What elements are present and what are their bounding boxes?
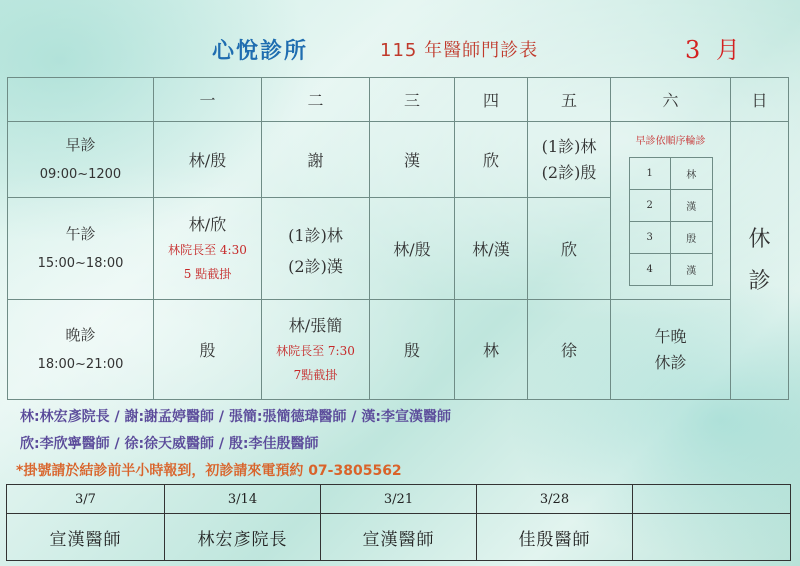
evening-tue-note2: 7點截掛 [293,367,338,382]
evening-tue [262,300,370,400]
rotation-doc: 漢 [670,190,712,222]
afternoon-mon [154,198,262,300]
sunday-line1: 休 [748,226,771,252]
evening-time: 18:00~21:00 [37,356,124,372]
afternoon-tue [262,198,370,300]
rotation-num: 1 [629,158,670,190]
rotation-num: 4 [629,254,670,286]
weekend-date: 3/21 [321,485,477,514]
saturday-rotation-cell [611,122,731,300]
day-header-sat: 六 [611,78,731,122]
afternoon-wed: 林/殷 [370,198,455,300]
day-header-mon: 一 [154,78,262,122]
weekend-dates-row [7,485,791,514]
weekend-date [633,485,791,514]
rotation-doc: 殷 [670,222,712,254]
sunday-cell [731,122,789,400]
afternoon-slot-label [8,198,154,300]
weekend-doctor: 宣漢醫師 [321,514,477,561]
month-label: 3 月 [685,36,744,64]
rotation-doc: 漢 [670,254,712,286]
afternoon-mon-note2: 5 點截掛 [183,266,232,281]
weekend-date: 3/14 [165,485,321,514]
morning-time: 09:00~1200 [39,166,122,182]
evening-wed: 殷 [370,300,455,400]
evening-name: 晚診 [65,325,96,344]
evening-thu: 林 [455,300,528,400]
afternoon-tue-line1: (1診)林 [288,225,343,245]
morning-row [8,122,789,198]
weekend-doctors-row [7,514,791,561]
evening-row [8,300,789,400]
day-header-thu: 四 [455,78,528,122]
weekend-duty-table [6,484,791,561]
evening-tue-note1: 林院長至 7:30 [276,343,355,358]
evening-tue-doctor: 林/張簡 [288,315,343,335]
schedule-table [7,77,789,400]
evening-fri: 徐 [528,300,611,400]
weekend-doctor: 佳殷醫師 [477,514,633,561]
registration-notice: *掛號請於結診前半小時報到，初診請來電預約 07-3805562 [16,463,402,479]
rotation-row [629,254,712,286]
evening-mon: 殷 [154,300,262,400]
afternoon-thu: 林/漢 [455,198,528,300]
clinic-name: 心悅診所 [212,39,309,64]
title-row [0,22,800,62]
afternoon-fri: 欣 [528,198,611,300]
rotation-num: 3 [629,222,670,254]
evening-sat-line1: 午晚 [654,326,687,346]
morning-thu: 欣 [455,122,528,198]
legend-line-1: 林:林宏彥院長 / 謝:謝孟婷醫師 / 張簡:張簡德瑋醫師 / 漢:李宣漢醫師 [20,409,451,425]
evening-sat-line2: 休診 [654,352,687,372]
day-header-sun: 日 [731,78,789,122]
day-header-fri: 五 [528,78,611,122]
rotation-doc: 林 [670,158,712,190]
rotation-table [629,157,713,286]
day-header-wed: 三 [370,78,455,122]
afternoon-name: 午診 [65,224,96,243]
evening-slot-label [8,300,154,400]
weekend-doctor: 林宏彥院長 [165,514,321,561]
afternoon-mon-doctor: 林/欣 [188,214,227,234]
morning-mon: 林/殷 [154,122,262,198]
morning-wed: 漢 [370,122,455,198]
morning-tue: 謝 [262,122,370,198]
morning-fri [528,122,611,198]
weekend-doctor [633,514,791,561]
corner-cell [8,78,154,122]
rotation-row [629,158,712,190]
morning-slot-label [8,122,154,198]
rotation-row [629,222,712,254]
morning-fri-line2: (2診)殷 [541,162,597,182]
rotation-num: 2 [629,190,670,222]
header-row [8,78,789,122]
evening-sat [611,300,731,400]
morning-name: 早診 [65,135,96,154]
legend-line-2: 欣:李欣寧醫師 / 徐:徐天威醫師 / 殷:李佳殷醫師 [20,436,319,452]
weekend-doctor: 宣漢醫師 [7,514,165,561]
weekend-date: 3/7 [7,485,165,514]
morning-fri-line1: (1診)林 [541,136,597,156]
afternoon-tue-line2: (2診)漢 [288,256,343,276]
afternoon-time: 15:00~18:00 [37,255,124,271]
rotation-row [629,190,712,222]
afternoon-mon-note1: 林院長至 4:30 [168,242,247,257]
weekend-date: 3/28 [477,485,633,514]
schedule-title: 115 年醫師門診表 [380,40,539,61]
rotation-title: 早診依順序輪診 [635,136,706,147]
day-header-tue: 二 [262,78,370,122]
sunday-line2: 診 [748,268,771,294]
